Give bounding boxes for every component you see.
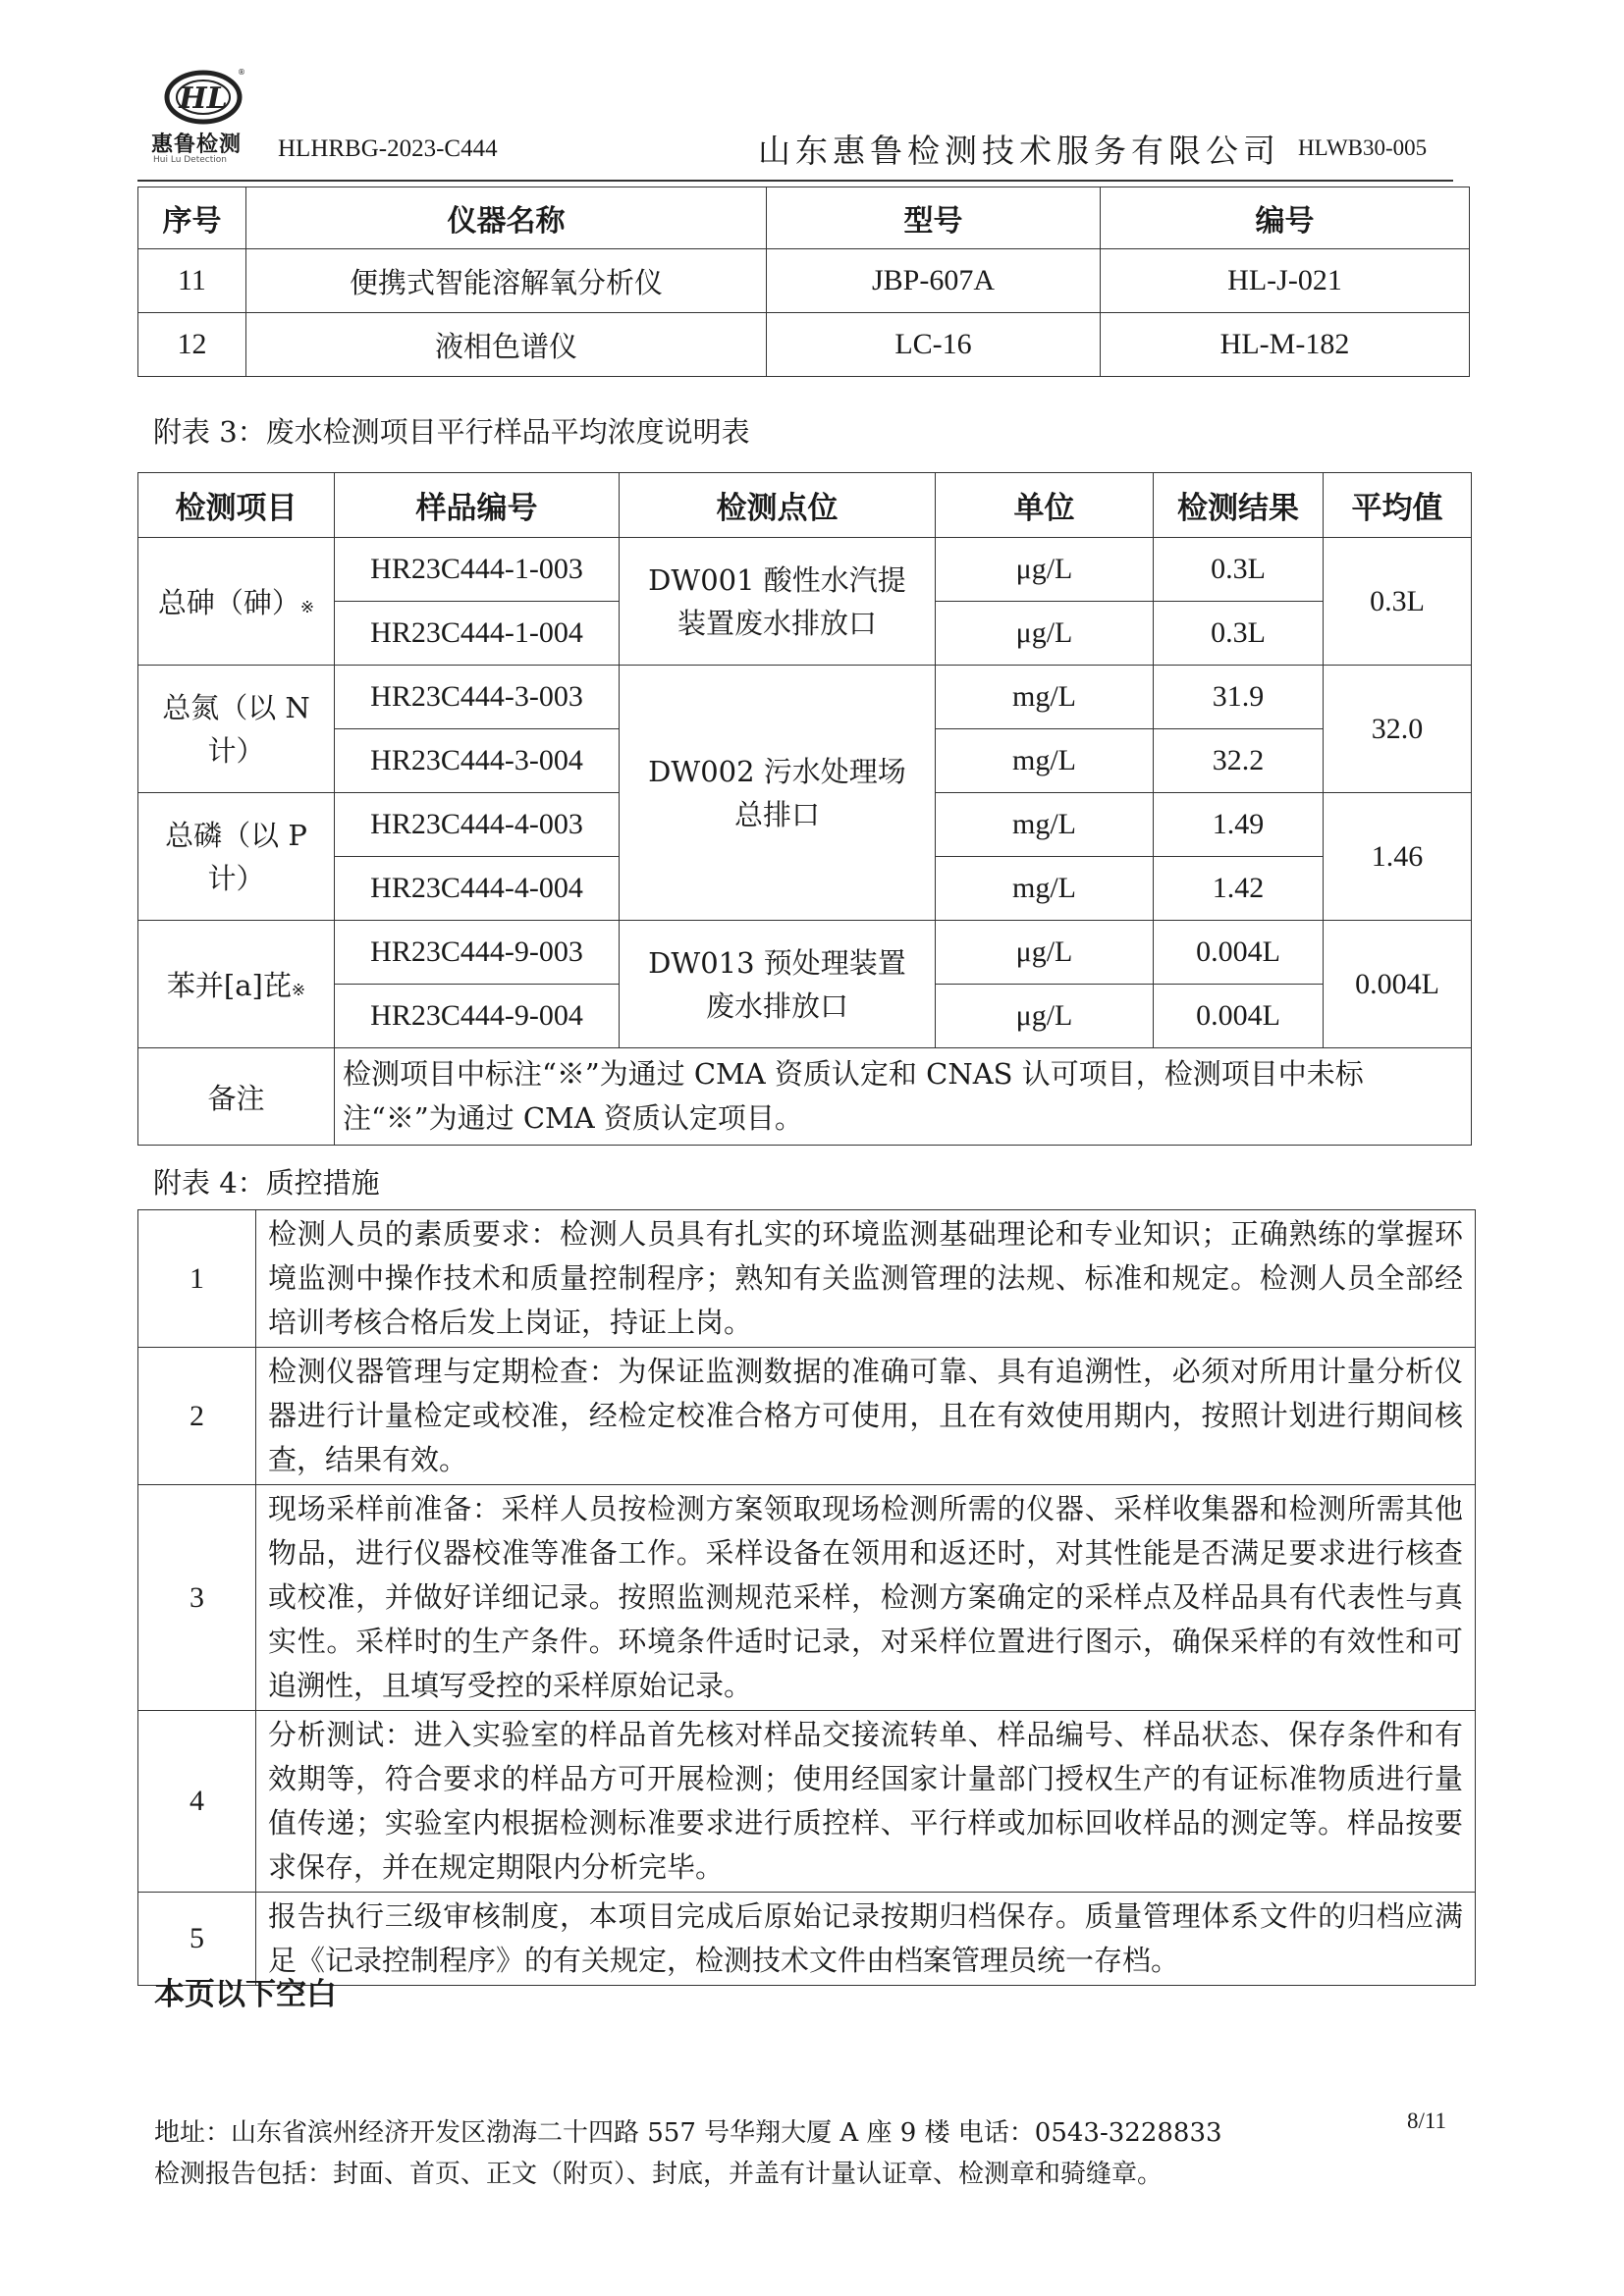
qc-index: 5 — [138, 1893, 256, 1986]
instrument-model: LC-16 — [767, 313, 1101, 377]
table3-row — [138, 538, 1472, 602]
quality-control-table — [137, 1209, 1476, 1986]
qc-index: 1 — [138, 1210, 256, 1348]
instrument-id: HL-J-021 — [1101, 249, 1470, 313]
header-divider — [137, 180, 1453, 182]
qc-text: 检测仪器管理与定期检查：为保证监测数据的准确可靠、具有追溯性，必须对所用计量分析仪器进行计量检定或校准，经检定校准合格方可使用，且在有效使用期内，按照计划进行期间核查，结果有效。 — [256, 1348, 1476, 1485]
col-header-model: 型号 — [767, 187, 1101, 249]
qc-index: 4 — [138, 1711, 256, 1893]
col-header-unit: 单位 — [936, 473, 1154, 538]
unit: μg/L — [936, 602, 1154, 666]
average: 32.0 — [1324, 666, 1472, 793]
instrument-row — [138, 313, 1470, 377]
result: 1.49 — [1154, 793, 1324, 857]
sampling-location: DW002 污水处理场总排口 — [620, 666, 936, 921]
sample-id: HR23C444-4-004 — [335, 857, 620, 921]
unit: μg/L — [936, 985, 1154, 1048]
test-item: 总砷（砷）※ — [138, 538, 335, 666]
col-header-location: 检测点位 — [620, 473, 936, 538]
svg-text:®: ® — [238, 68, 245, 77]
qc-index: 3 — [138, 1485, 256, 1711]
instrument-name: 便携式智能溶解氧分析仪 — [246, 249, 767, 313]
sample-id: HR23C444-3-004 — [335, 729, 620, 793]
table3-row — [138, 666, 1472, 729]
sample-id: HR23C444-9-003 — [335, 921, 620, 985]
company-name: 山东惠鲁检测技术服务有限公司 — [758, 132, 1280, 170]
sample-id: HR23C444-1-003 — [335, 538, 620, 602]
result: 1.42 — [1154, 857, 1324, 921]
page-number: 8/11 — [1407, 2109, 1447, 2133]
report-code: HLHRBG-2023-C444 — [278, 135, 498, 162]
col-header-instrument-name: 仪器名称 — [246, 187, 767, 249]
qc-text: 现场采样前准备：采样人员按检测方案领取现场检测所需的仪器、采样收集器和检测所需其他物品，进行仪器校准等准备工作。采样设备在领用和返还时，对其性能是否满足要求进行核查或校准，并做好详细记录。按照监测规范采样，检测方案确定的采样点及样品具有代表性与真实性。采样时的生产条件。环境条件适时记录，对采样位置进行图示，确保采样的有效性和可追溯性，且填写受控的采样原始记录。 — [256, 1485, 1476, 1711]
qc-row — [138, 1893, 1476, 1986]
sample-id: HR23C444-3-003 — [335, 666, 620, 729]
qc-row — [138, 1485, 1476, 1711]
test-item: 苯并[a]芘※ — [138, 921, 335, 1048]
unit: mg/L — [936, 729, 1154, 793]
unit: mg/L — [936, 666, 1154, 729]
sampling-location: DW013 预处理装置废水排放口 — [620, 921, 936, 1048]
result: 0.3L — [1154, 538, 1324, 602]
result: 0.004L — [1154, 985, 1324, 1048]
col-header-id: 编号 — [1101, 187, 1470, 249]
unit: mg/L — [936, 857, 1154, 921]
qc-text: 分析测试：进入实验室的样品首先核对样品交接流转单、样品编号、样品状态、保存条件和有效期等，符合要求的样品方可开展检测；使用经国家计量部门授权生产的有证标准物质进行量值传递；实验室内根据检测标准要求进行质控样、平行样或加标回收样品的测定等。样品按要求保存，并在规定期限内分析完毕。 — [256, 1711, 1476, 1893]
form-code: HLWB30-005 — [1298, 135, 1428, 160]
col-header-average: 平均值 — [1324, 473, 1472, 538]
instrument-id: HL-M-182 — [1101, 313, 1470, 377]
average: 1.46 — [1324, 793, 1472, 921]
col-header-test-item: 检测项目 — [138, 473, 335, 538]
sample-id: HR23C444-1-004 — [335, 602, 620, 666]
instrument-table — [137, 187, 1470, 377]
note-label: 备注 — [138, 1048, 335, 1146]
sampling-location: DW001 酸性水汽提装置废水排放口 — [620, 538, 936, 666]
qc-row — [138, 1711, 1476, 1893]
company-logo — [149, 67, 267, 165]
test-item: 总磷（以 P 计） — [138, 793, 335, 921]
logo-subtitle: Hui Lu Detection — [153, 155, 227, 165]
blank-below-note: 本页以下空白 — [154, 1977, 337, 2012]
logo-emblem-icon — [163, 67, 244, 128]
footer-address: 地址：山东省滨州经济开发区渤海二十四路 557 号华翔大厦 A 座 9 楼 电话：0543-3228833 — [154, 2118, 1222, 2148]
svg-text:HL: HL — [179, 81, 228, 116]
qc-index: 2 — [138, 1348, 256, 1485]
result: 32.2 — [1154, 729, 1324, 793]
table3-note-row — [138, 1048, 1472, 1146]
qc-text: 检测人员的素质要求：检测人员具有扎实的环境监测基础理论和专业知识；正确熟练的掌握环境监测中操作技术和质量控制程序；熟知有关监测管理的法规、标准和规定。检测人员全部经培训考核合格后发上岗证，持证上岗。 — [256, 1210, 1476, 1348]
test-item: 总氮（以 N 计） — [138, 666, 335, 793]
sample-id: HR23C444-4-003 — [335, 793, 620, 857]
unit: μg/L — [936, 538, 1154, 602]
unit: mg/L — [936, 793, 1154, 857]
result: 31.9 — [1154, 666, 1324, 729]
result: 0.3L — [1154, 602, 1324, 666]
average: 0.3L — [1324, 538, 1472, 666]
instrument-name: 液相色谱仪 — [246, 313, 767, 377]
col-header-result: 检测结果 — [1154, 473, 1324, 538]
instrument-model: JBP-607A — [767, 249, 1101, 313]
table3-header-row — [138, 473, 1472, 538]
instrument-index: 11 — [138, 249, 246, 313]
parallel-sample-table — [137, 472, 1472, 1146]
unit: μg/L — [936, 921, 1154, 985]
instrument-index: 12 — [138, 313, 246, 377]
table3-caption: 附表 3：废水检测项目平行样品平均浓度说明表 — [153, 415, 750, 449]
table4-caption: 附表 4：质控措施 — [153, 1166, 380, 1200]
sample-id: HR23C444-9-004 — [335, 985, 620, 1048]
instrument-header-row — [138, 187, 1470, 249]
qc-row — [138, 1210, 1476, 1348]
instrument-row — [138, 249, 1470, 313]
logo-name: 惠鲁检测 — [151, 132, 243, 157]
qc-row — [138, 1348, 1476, 1485]
qc-text: 报告执行三级审核制度，本项目完成后原始记录按期归档保存。质量管理体系文件的归档应满足《记录控制程序》的有关规定，检测技术文件由档案管理员统一存档。 — [256, 1893, 1476, 1986]
average: 0.004L — [1324, 921, 1472, 1048]
footer-report-includes: 检测报告包括：封面、首页、正文（附页）、封底，并盖有计量认证章、检测章和骑缝章。 — [154, 2160, 1164, 2189]
col-header-sample-id: 样品编号 — [335, 473, 620, 538]
result: 0.004L — [1154, 921, 1324, 985]
col-header-index: 序号 — [138, 187, 246, 249]
table3-row — [138, 921, 1472, 985]
note-text: 检测项目中标注“※”为通过 CMA 资质认定和 CNAS 认可项目，检测项目中未标注“※”为通过 CMA 资质认定项目。 — [335, 1048, 1472, 1146]
